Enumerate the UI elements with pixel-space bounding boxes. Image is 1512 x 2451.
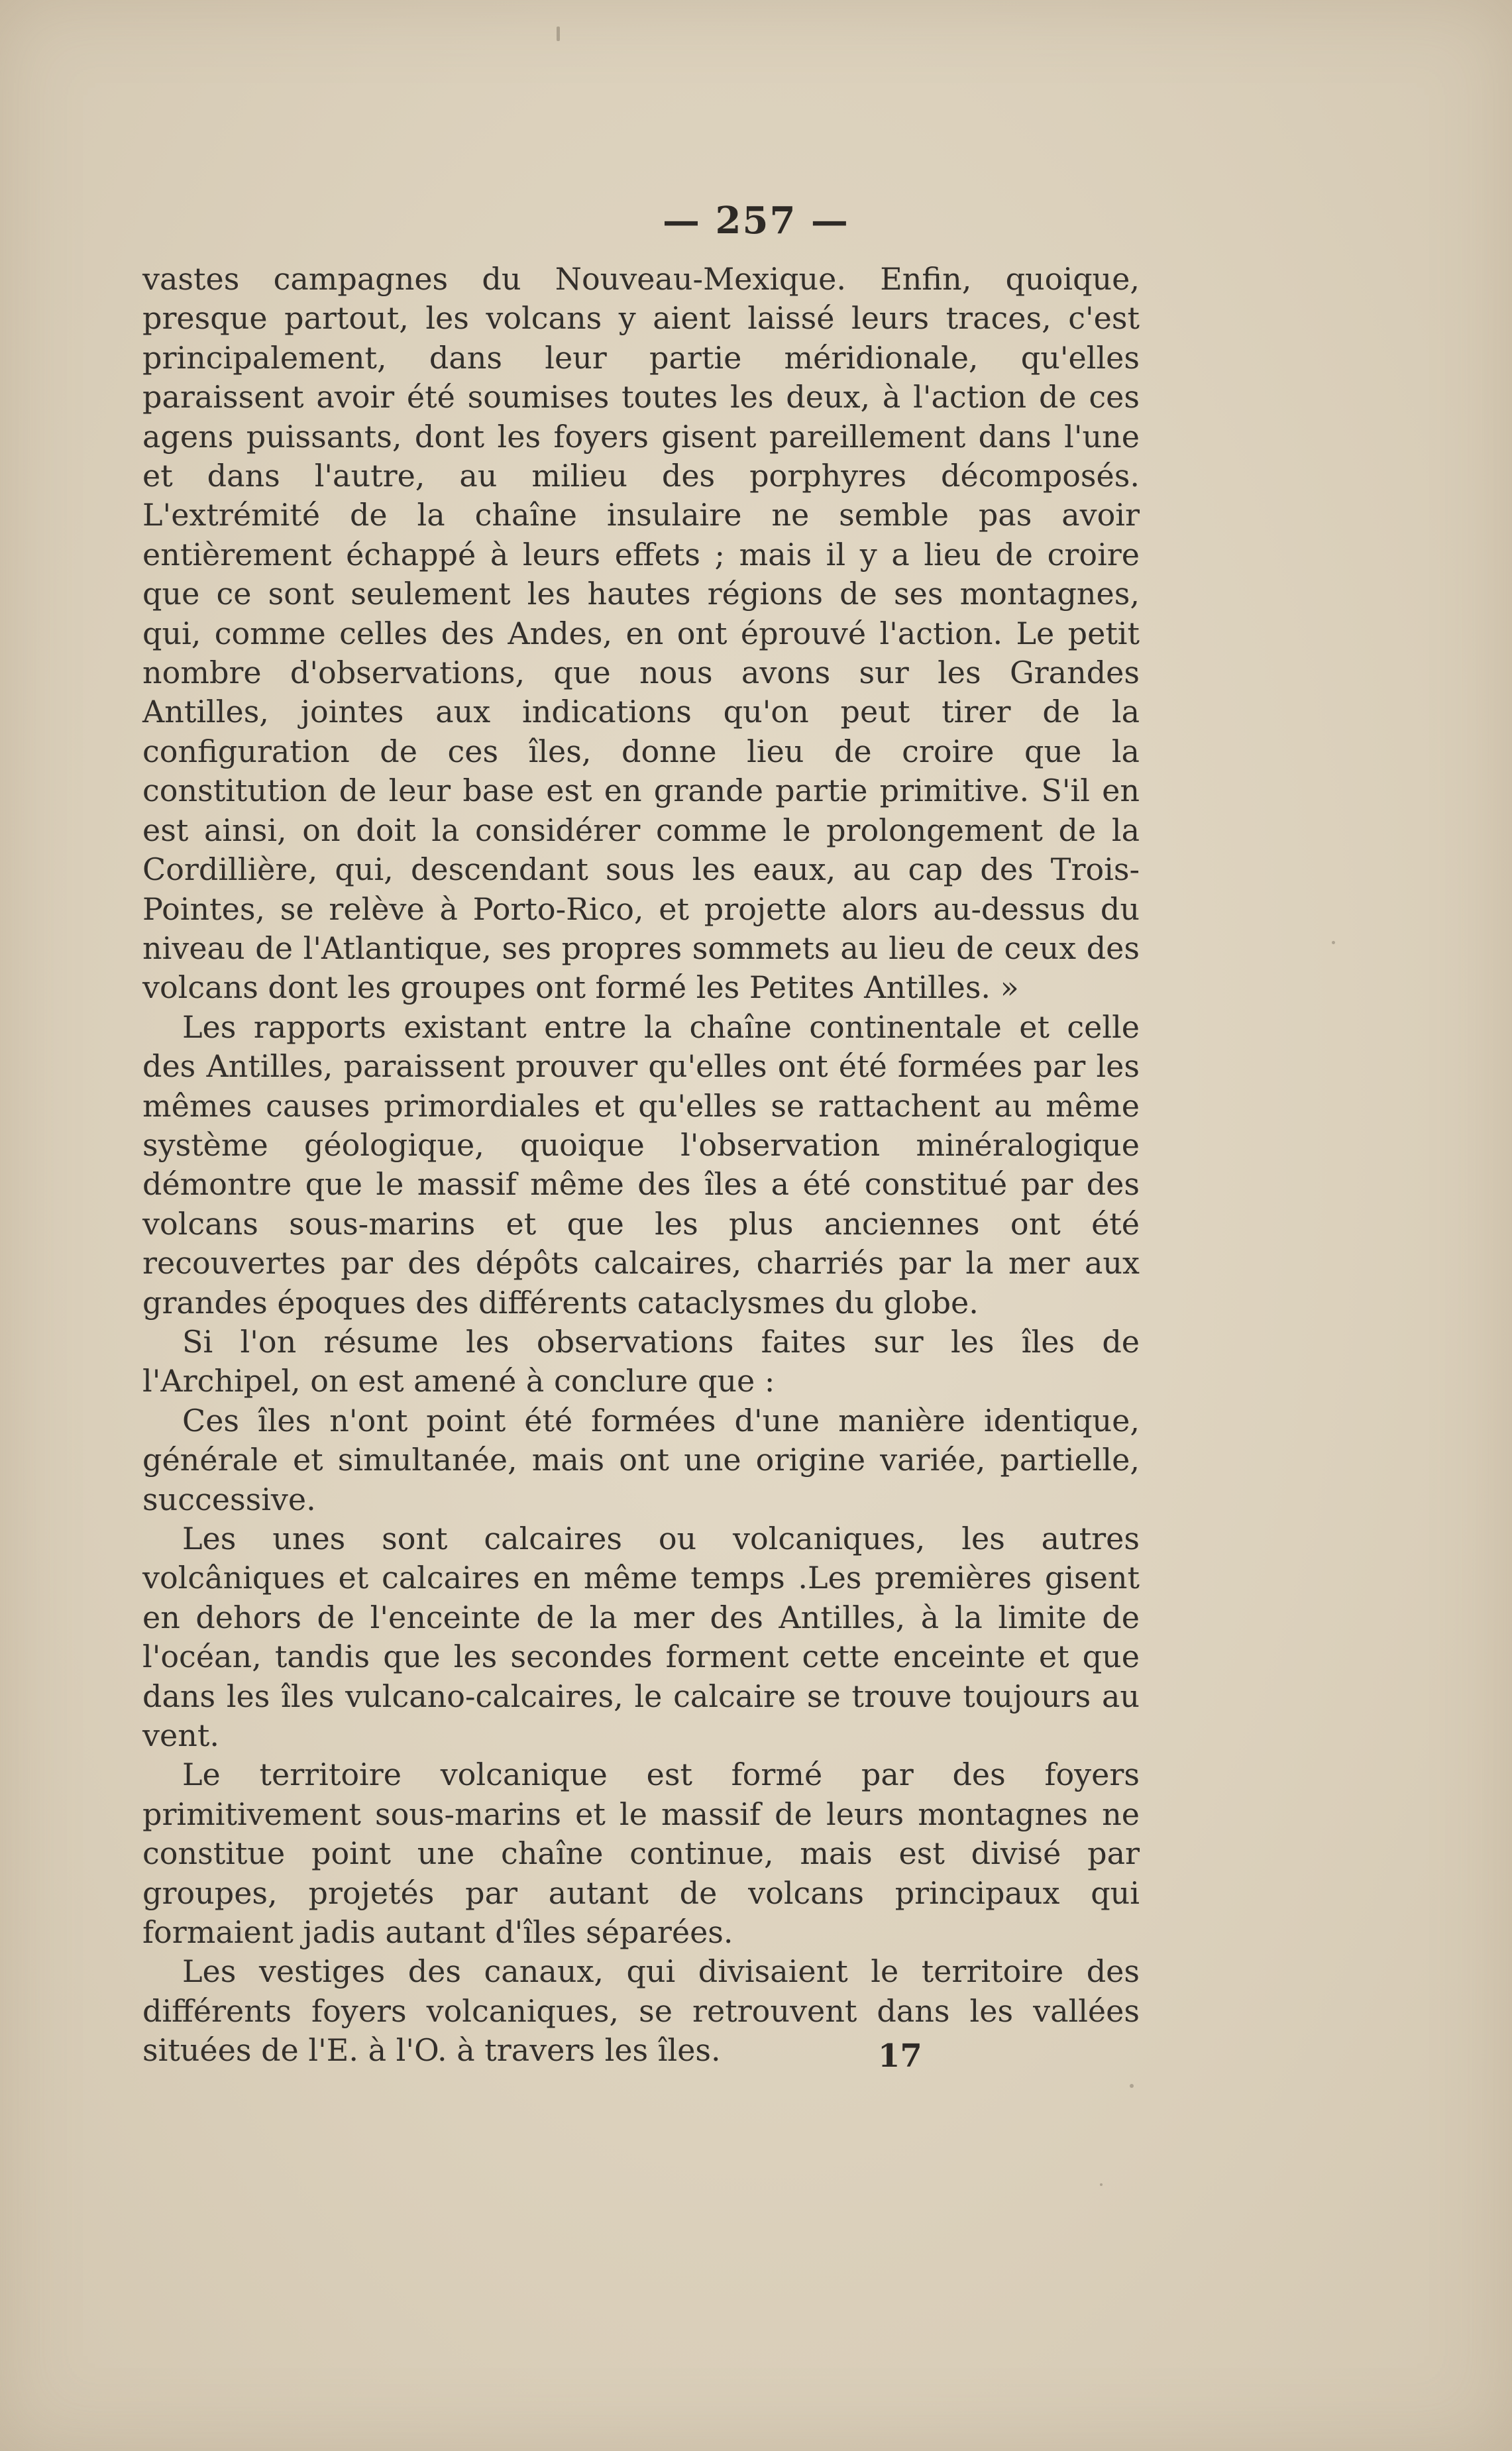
paragraph-1: vastes campagnes du Nouveau-Mexique. Enfin, quoique, presque partout, les volcans y aient laissé leurs traces, c'est principalement, dans leur partie méridionale, qu'elles paraissent avoir été soumises toutes les deux, à l'action de ces agens puissants, dont les foyers gisent pareillement dans l'une et dans l'autre, au milieu des porphyres décomposés. L'extrémité de la chaîne insulaire ne semble pas avoir entièrement échappé à leurs effets ; mais il y a lieu de croire que ce sont seulement les hautes régions de ses montagnes, qui, comme celles des Andes, en ont éprouvé l'action. Le petit nombre d'observations, que nous avons sur les Grandes Antilles, jointes aux indications qu'on peut tirer de la configuration de ces îles, donne lieu de croire que la constitution de leur base est en grande partie primitive. S'il en est ainsi, on doit la considérer comme le prolongement de la Cordillière, qui, descendant sous les eaux, au cap des Trois-Pointes, se relève à Porto-Rico, et projette alors au-dessus du niveau de l'Atlantique, ses propres sommets au lieu de ceux des volcans dont les groupes ont formé les Petites Antilles. » <box>142 261 1140 1006</box>
paper-speck <box>1332 941 1335 944</box>
paragraph-6: Le territoire volcanique est formé par des foyers primitivement sous-marins et le massif de leurs montagnes ne constitue point une chaîne continue, mais est divisé par groupes, projetés par autant de volcans principaux qui formaient jadis autant d'îles séparées. <box>142 1757 1140 1951</box>
paragraph-3: Si l'on résume les observations faites sur les îles de l'Archipel, on est amené à conclure que : <box>142 1323 1140 1399</box>
paragraph-2: Les rapports existant entre la chaîne continentale et celle des Antilles, paraissent prouver qu'elles ont été formées par les mêmes causes primordiales et qu'elles se rattachent au même système géologique, quoique l'observation minéralogique démontre que le massif même des îles a été constitué par des volcans sous-marins et que les plus anciennes ont été recouvertes par des dépôts calcaires, charriés par la mer aux grandes époques des différents cataclysmes du globe. <box>142 1008 1140 1321</box>
paragraph-4: Ces îles n'ont point été formées d'une manière identique, générale et simultanée, mais ont une origine variée, partielle, successive. <box>142 1402 1140 1517</box>
body-text <box>142 260 1140 2071</box>
paper-speck <box>1100 2183 1103 2186</box>
paper-speck <box>1130 2084 1134 2088</box>
page-number-header: — 257 — <box>663 199 849 243</box>
signature-mark: 17 <box>878 2038 922 2075</box>
paper-speck <box>557 27 560 41</box>
paragraph-7: Les vestiges des canaux, qui divisaient le territoire des différents foyers volcaniques, se retrouvent dans les vallées situées de l'E. à l'O. à travers les îles. <box>142 1953 1140 2069</box>
paragraph-5: Les unes sont calcaires ou volcaniques, les autres volcâniques et calcaires en même temps .Les premières gisent en dehors de l'enceinte de la mer des Antilles, à la limite de l'océan, tandis que les secondes forment cette enceinte et que dans les îles vulcano-calcaires, le calcaire se trouve toujours au vent. <box>142 1521 1140 1754</box>
